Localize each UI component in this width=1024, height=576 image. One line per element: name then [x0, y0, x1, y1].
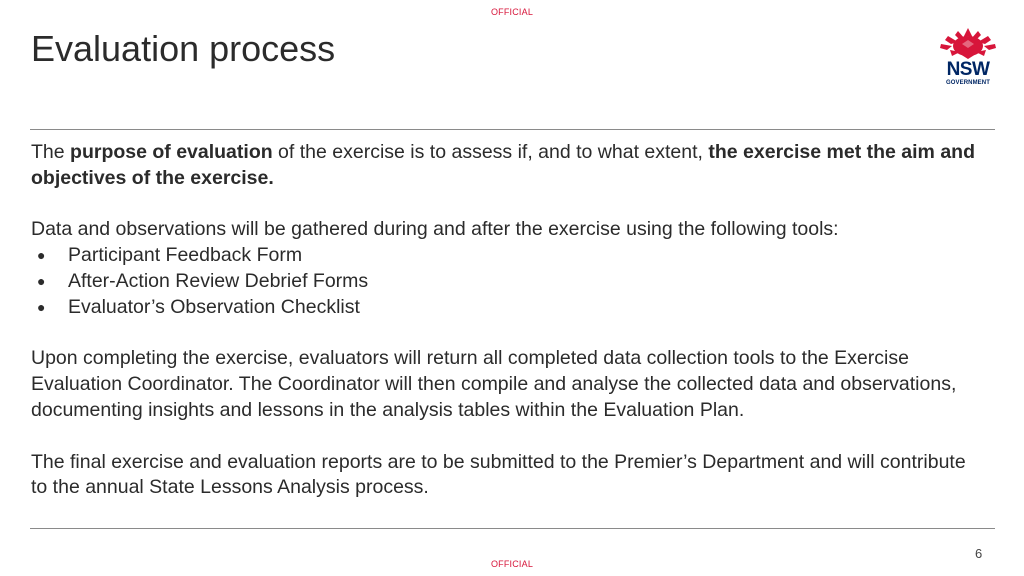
header-divider [30, 129, 995, 130]
purpose-bold-1: purpose of evaluation [70, 141, 273, 163]
bullet-icon: ● [37, 272, 46, 289]
purpose-text-1: The [31, 141, 71, 163]
list-item [31, 269, 981, 295]
list-item [31, 243, 981, 269]
classification-label-top: OFFICIAL [490, 7, 534, 17]
logo-nsw-text: NSW [946, 59, 990, 80]
logo-government-text: GOVERNMENT [945, 80, 990, 86]
list-item-text: Evaluator’s Observation Checklist [68, 295, 360, 318]
purpose-bold-2: the exercise met the aim and objectives of the exercise. [31, 141, 975, 189]
bullet-icon: ● [37, 247, 46, 264]
classification-label-bottom: OFFICIAL [490, 559, 534, 569]
tools-list [31, 243, 981, 320]
list-item-text: Participant Feedback Form [68, 244, 303, 267]
bullet-icon: ● [37, 298, 46, 315]
list-item [31, 295, 981, 321]
purpose-paragraph [31, 140, 981, 192]
nsw-government-logo [936, 26, 1000, 92]
footer-divider [30, 528, 995, 529]
tools-intro: Data and observations will be gathered during and after the exercise using the following tools: [31, 218, 839, 241]
slide-title: Evaluation process [31, 28, 336, 69]
reports-paragraph: The final exercise and evaluation reports are to be submitted to the Premier’s Department and will contribute to the annual State Lessons Analysis process. [31, 450, 966, 499]
slide-body [31, 140, 981, 501]
page-number: 6 [975, 546, 983, 561]
purpose-text-2: of the exercise is to assess if, and to what extent, [272, 141, 709, 163]
list-item-text: After-Action Review Debrief Forms [68, 269, 369, 292]
waratah-icon [938, 26, 998, 60]
completion-paragraph: Upon completing the exercise, evaluators will return all completed data collection tools to the Exercise Evaluation Coordinator. The Coordinator will then compile and analyse the collected data and observations, documenting insights and lessons in the analysis tables within the Evaluation Plan. [31, 347, 957, 421]
